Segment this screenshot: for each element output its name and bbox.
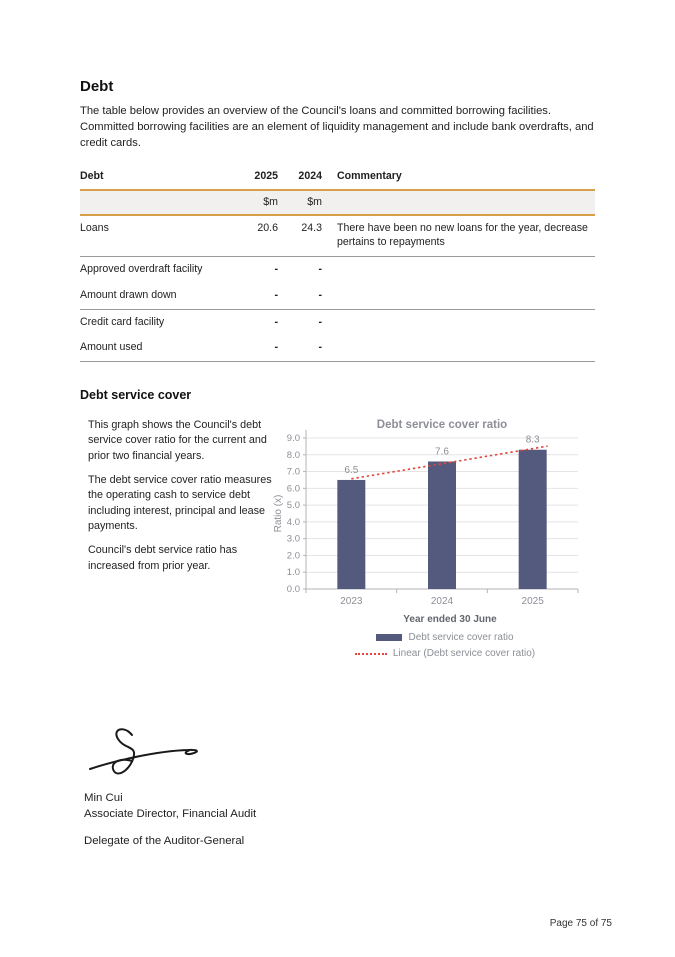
- svg-text:9.0: 9.0: [286, 433, 300, 445]
- table-row-approved-overdraft: [80, 257, 595, 283]
- table-row-credit-card-facility: [80, 309, 595, 335]
- svg-text:7.0: 7.0: [286, 466, 300, 478]
- svg-text:2025: 2025: [521, 596, 544, 608]
- svg-text:2023: 2023: [340, 596, 363, 608]
- signatory-delegate: Delegate of the Auditor-General: [84, 834, 245, 847]
- unit-cell-commentary: [322, 190, 595, 216]
- row-label: Amount drawn down: [80, 283, 220, 309]
- chart-description: [80, 412, 272, 583]
- col-header-2025: 2025: [220, 166, 278, 190]
- col-header-debt: Debt: [80, 166, 220, 190]
- description-paragraph: Council's debt service ratio has increased from prior year.: [88, 544, 238, 572]
- commentary-cell: There have been no new loans for the year, decrease pertains to repayments: [322, 215, 595, 256]
- legend-item-series: [376, 632, 513, 643]
- value-2025: 20.6: [220, 215, 278, 256]
- signatory-role: Associate Director, Financial Audit: [84, 807, 257, 820]
- svg-text:5.0: 5.0: [286, 500, 300, 512]
- svg-text:2.0: 2.0: [286, 550, 300, 562]
- legend-series-label: Debt service cover ratio: [408, 632, 514, 644]
- svg-text:3.0: 3.0: [286, 533, 300, 545]
- commentary-cell: [322, 283, 595, 309]
- value-2024: -: [278, 335, 322, 361]
- value-2025: -: [220, 283, 278, 309]
- bar-series-swatch-icon: [376, 634, 402, 641]
- value-2024: -: [318, 263, 322, 276]
- svg-text:7.6: 7.6: [435, 446, 449, 458]
- legend-trend-label: Linear (Debt service cover ratio): [392, 648, 536, 660]
- svg-text:2024: 2024: [430, 596, 454, 608]
- section-heading-debt-service-cover: Debt service cover: [80, 388, 192, 403]
- svg-text:Debt service cover ratio: Debt service cover ratio: [376, 419, 508, 432]
- svg-text:6.5: 6.5: [344, 465, 359, 477]
- description-paragraph: This graph shows the Council's debt service cover ratio for the current and prior two financial years.: [88, 419, 267, 462]
- commentary-cell: [322, 257, 595, 283]
- value-2024: -: [318, 315, 322, 328]
- row-label: Amount used: [80, 335, 220, 361]
- signatory-name-role: [84, 791, 595, 822]
- svg-text:1.0: 1.0: [286, 567, 300, 579]
- commentary-cell: [322, 309, 595, 335]
- table-row-loans: [80, 215, 595, 256]
- page-title: Debt: [80, 78, 114, 95]
- svg-text:4.0: 4.0: [286, 516, 300, 528]
- signature-image: [86, 721, 216, 781]
- page-number: Page 75 of 75: [549, 918, 612, 929]
- chart-svg: [272, 412, 604, 612]
- debt-service-cover-chart: [272, 412, 604, 659]
- dotted-line-swatch-icon: [355, 653, 387, 655]
- description-paragraph: The debt service cover ratio measures the operating cash to service debt including interest, principal and lease payments.: [88, 474, 272, 533]
- value-2025: -: [274, 263, 278, 276]
- unit-cell-empty: [80, 190, 220, 216]
- chart-legend: [286, 632, 604, 659]
- svg-text:Ratio (x): Ratio (x): [273, 494, 284, 533]
- debt-service-cover-section: [80, 412, 595, 659]
- unit-cell-2025: $m: [220, 190, 278, 216]
- commentary-cell: [322, 335, 595, 361]
- svg-text:8.0: 8.0: [286, 449, 300, 461]
- col-header-2024: 2024: [278, 166, 322, 190]
- value-2025: -: [274, 315, 278, 328]
- value-2024: -: [278, 283, 322, 309]
- table-row-amount-used: [80, 335, 595, 361]
- legend-item-trendline: [355, 648, 535, 659]
- row-label: Credit card facility: [80, 315, 165, 328]
- svg-text:6.0: 6.0: [286, 483, 300, 495]
- svg-text:0.0: 0.0: [286, 584, 300, 596]
- signature-block: [84, 721, 595, 846]
- table-unit-row: [80, 190, 595, 216]
- intro-paragraph: The table below provides an overview of the Council's loans and committed borrowing facilities. Committed borrowing facilities are an element of liquidity management and include bank overdrafts, and credit cards.: [80, 105, 594, 149]
- row-label: Loans: [80, 215, 220, 256]
- signatory-name: Min Cui: [84, 792, 123, 805]
- table-header-row: [80, 166, 595, 190]
- value-2024: 24.3: [278, 215, 322, 256]
- debt-table: [80, 166, 595, 362]
- unit-cell-2024: $m: [278, 190, 322, 216]
- table-row-amount-drawn-down: [80, 283, 595, 309]
- chart-x-axis-title: Year ended 30 June: [403, 614, 497, 626]
- svg-text:8.3: 8.3: [525, 434, 540, 446]
- row-label: Approved overdraft facility: [80, 263, 203, 276]
- value-2025: -: [220, 335, 278, 361]
- col-header-commentary: Commentary: [322, 166, 595, 190]
